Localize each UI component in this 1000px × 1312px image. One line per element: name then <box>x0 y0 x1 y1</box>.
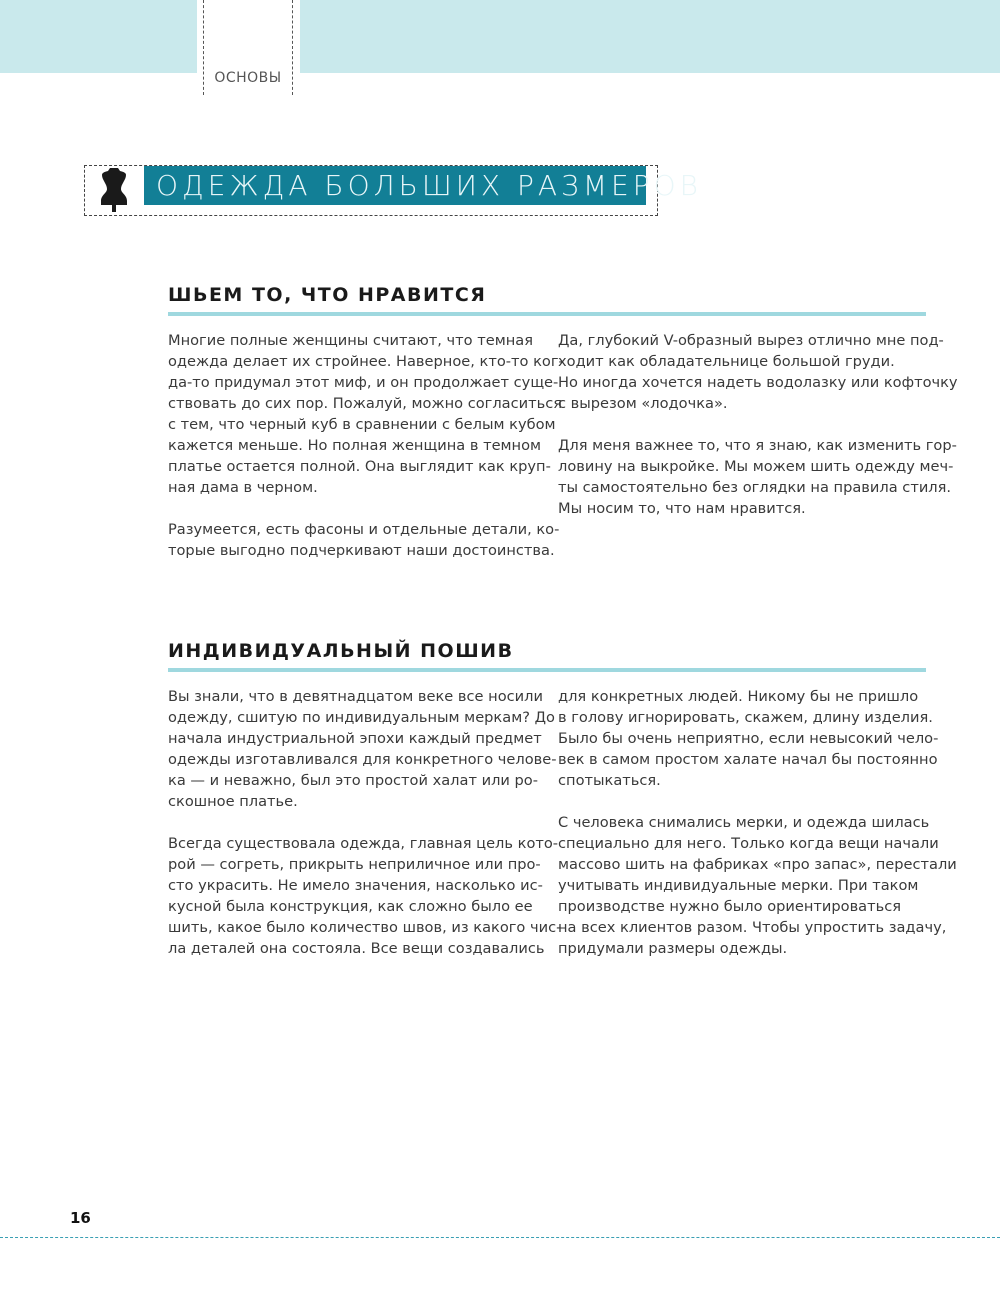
text-line: Всегда существовала одежда, главная цель кото- <box>168 835 559 852</box>
paragraph <box>168 330 564 498</box>
text-line: с тем, что черный куб в сравнении с белым кубом <box>168 416 556 433</box>
text-line: ты самостоятельно без оглядки на правила стиля. <box>558 479 952 496</box>
paragraph <box>168 833 562 959</box>
text-line: одежду, сшитую по индивидуальным меркам? До <box>168 709 555 726</box>
text-line: Многие полные женщины считают, что темная <box>168 332 533 349</box>
text-line: Да, глубокий V-образный вырез отлично мне под- <box>558 332 944 349</box>
section-column-left <box>168 330 564 582</box>
text-line: скошное платье. <box>168 793 298 810</box>
text-line: Но иногда хочется надеть водолазку или кофточку <box>558 374 958 391</box>
section-column-right <box>558 686 957 980</box>
page-number: 16 <box>70 1209 91 1227</box>
text-line: Мы носим то, что нам нравится. <box>558 500 806 517</box>
text-line: Разумеется, есть фасоны и отдельные детали, ко- <box>168 521 560 538</box>
text-line: придумали размеры одежды. <box>558 940 788 957</box>
text-line: специально для него. Только когда вещи начали <box>558 835 939 852</box>
chapter-tab-border-right <box>292 0 293 95</box>
text-line: ная дама в черном. <box>168 479 318 496</box>
text-line: век в самом простом халате начал бы постоянно <box>558 751 938 768</box>
text-line: С человека снимались мерки, и одежда шилась <box>558 814 930 831</box>
text-line: ствовать до сих пор. Пожалуй, можно согласиться <box>168 395 563 412</box>
chapter-label: ОСНОВЫ <box>214 70 282 86</box>
text-line: ловину на выкройке. Мы можем шить одежду меч- <box>558 458 954 475</box>
text-line: ходит как обладательнице большой груди. <box>558 353 895 370</box>
text-line: массово шить на фабриках «про запас», перестали <box>558 856 957 873</box>
text-line: с вырезом «лодочка». <box>558 395 728 412</box>
text-line: да-то придумал этот миф, и он продолжает суще- <box>168 374 559 391</box>
paragraph <box>168 519 560 561</box>
text-line: шить, какое было количество швов, из какого чис- <box>168 919 562 936</box>
paragraph <box>558 330 958 414</box>
text-line: на всех клиентов разом. Чтобы упростить задачу, <box>558 919 947 936</box>
text-line: учитывать индивидуальные мерки. При таком <box>558 877 919 894</box>
text-line: одежды изготавливался для конкретного челове- <box>168 751 557 768</box>
paragraph <box>558 812 957 959</box>
text-line: производстве нужно было ориентироваться <box>558 898 902 915</box>
header-band-left <box>0 0 197 73</box>
footer-divider <box>0 1237 1000 1238</box>
section-heading: ИНДИВИДУАЛЬНЫЙ ПОШИВ <box>168 640 926 672</box>
paragraph <box>558 435 957 519</box>
page-title: ОДЕЖДА БОЛЬШИХ РАЗМЕРОВ <box>144 166 646 205</box>
text-line: рой — согреть, прикрыть неприличное или про- <box>168 856 541 873</box>
section-heading: ШЬЕМ ТО, ЧТО НРАВИТСЯ <box>168 284 926 316</box>
text-line: ла деталей она состояла. Все вещи создавались <box>168 940 545 957</box>
section-column-left <box>168 686 562 980</box>
section-column-right <box>558 330 958 540</box>
text-line: Для меня важнее то, что я знаю, как изменить гор- <box>558 437 957 454</box>
paragraph <box>168 686 557 812</box>
text-line: Вы знали, что в девятнадцатом веке все носили <box>168 688 543 705</box>
text-line: для конкретных людей. Никому бы не пришло <box>558 688 919 705</box>
text-line: торые выгодно подчеркивают наши достоинства. <box>168 542 555 559</box>
paragraph <box>558 686 939 791</box>
text-line: в голову игнорировать, скажем, длину изделия. <box>558 709 933 726</box>
text-line: спотыкаться. <box>558 772 661 789</box>
text-line: Было бы очень неприятно, если невысокий чело- <box>558 730 939 747</box>
text-line: платье остается полной. Она выглядит как круп- <box>168 458 551 475</box>
text-line: кажется меньше. Но полная женщина в темном <box>168 437 542 454</box>
text-line: одежда делает их стройнее. Наверное, кто-то ког- <box>168 353 564 370</box>
text-line: кусной была конструкция, как сложно было ее <box>168 898 533 915</box>
text-line: сто украсить. Не имело значения, насколько ис- <box>168 877 543 894</box>
text-line: ка — и неважно, был это простой халат или ро- <box>168 772 538 789</box>
header-band-right <box>300 0 1000 73</box>
text-line: начала индустриальной эпохи каждый предмет <box>168 730 542 747</box>
dress-form-icon <box>98 166 130 214</box>
